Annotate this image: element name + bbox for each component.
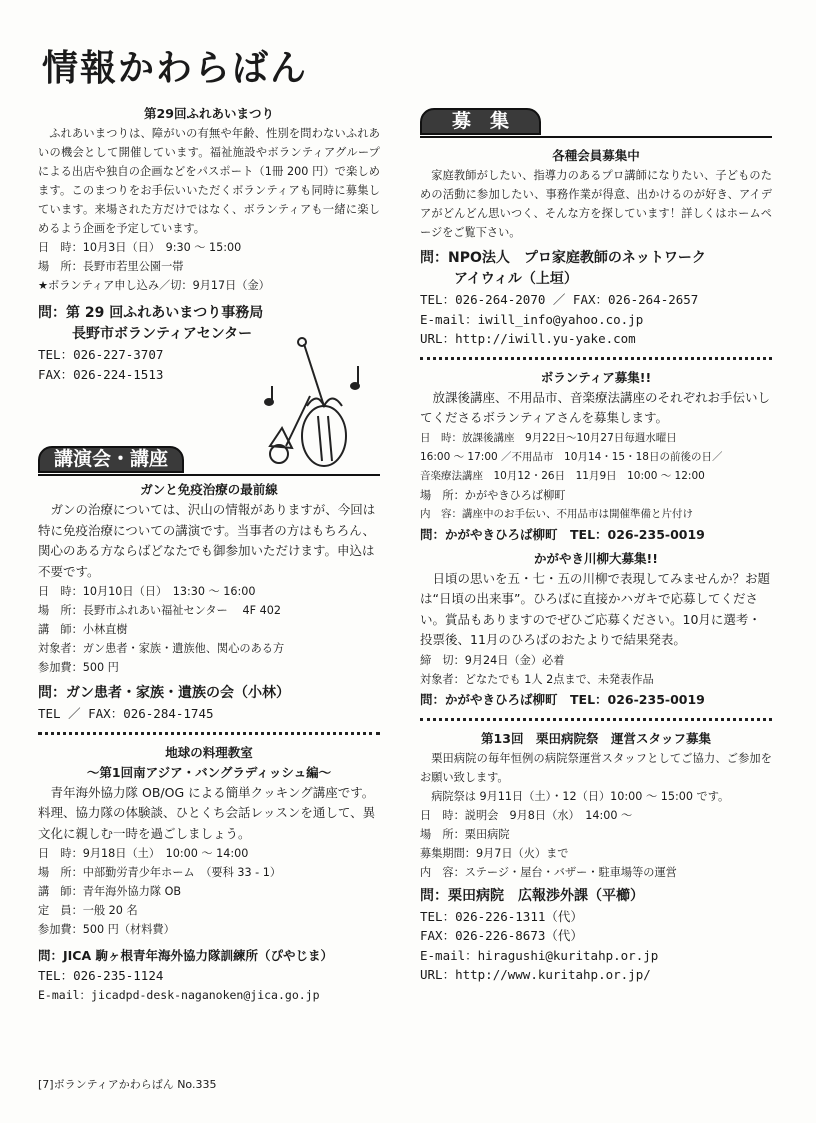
volunteer-place: 場 所：かがやきひろば柳町: [420, 488, 566, 502]
fureai-fax: FAX：026-224-1513: [38, 366, 164, 382]
page-title: 情報かわらばん: [42, 48, 309, 89]
fureai-deadline: ★ボランティア申し込み／切：9月17日（金）: [38, 279, 270, 292]
cooking-contact: 問：JICA 駒ヶ根青年海外協力隊訓練所（ぴやじま）: [38, 948, 334, 963]
volunteer-title: ボランティア募集!!: [540, 369, 652, 385]
page-footer: [7]ボランティアかわらばん No.335: [38, 1078, 217, 1091]
senryu-deadline: 締 切：9月24日（金）必着: [420, 653, 565, 667]
hospital-email: E-mail：hiragushi@kuritahp.or.jp: [420, 947, 659, 963]
cooking-fee: 参加費：500 円（材料費）: [38, 923, 175, 936]
lecture-section-label: 講演会・講座: [38, 446, 184, 473]
members-telfax: TEL：026-264-2070 ／ FAX：026-264-2657: [420, 292, 699, 307]
left-divider: [38, 732, 380, 735]
fureai-contact-sub: 長野市ボランティアセンター: [72, 326, 253, 342]
volunteer-date-2: 16:00 ～ 17:00 ／不用品市 10月14・15・18日の前後の日／: [420, 450, 723, 463]
cancer-lecturer: 講 師：小林直樹: [38, 623, 128, 636]
cooking-lecturer: 講 師：青年海外協力隊 OB: [38, 885, 182, 898]
members-body: 家庭教師がしたい、指導力のあるプロ講師になりたい、子どものための活動に参加したい、事務作業が得意、出かけるのが好き、アイデアがどんどん思いつく、そんな方を探しています！詳しくはホームページをご覧下さい。: [420, 169, 772, 239]
fureai-tel: TEL：026-227-3707: [38, 347, 164, 362]
fureai-body: ふれあいまつりは、障がいの有無や年齢、性別を問わないふれあいの機会として開催しています。福祉施設やボランティアグループによる出店や独自の企画などをパスポート（1冊 200 円）で楽しめます。このまつりをお手伝いいただくボランティアも同時に募集しています。来場された方だけではなく、ボランティアも一緒に楽しめるよう企画を予定しています。: [38, 127, 380, 235]
hospital-festival: 病院祭は 9月11日（土）・12（日）10:00 ～ 15:00 です。: [431, 789, 730, 803]
hospital-tel: TEL：026-226-1311（代）: [420, 908, 583, 924]
members-email: E-mail：iwill_info@yahoo.co.jp: [420, 311, 644, 327]
members-url: URL：http://iwill.yu-yake.com: [420, 331, 636, 346]
cooking-capacity: 定 員：一般 20 名: [38, 904, 138, 917]
right-column: [420, 108, 772, 985]
cancer-contact: 問：ガン患者・家族・遺族の会（小林）: [38, 685, 290, 701]
hospital-fax: FAX：026-226-8673（代）: [420, 928, 583, 943]
hospital-content: 内 容：ステージ・屋台・バザー・駐車場等の運営: [420, 865, 677, 879]
fureai-place: 場 所：長野市若里公園一帯: [38, 260, 184, 273]
cancer-title: ガンと免疫治療の最前線: [140, 482, 278, 497]
recruit-section-header: [420, 108, 772, 138]
right-divider-1: [420, 357, 772, 360]
volunteer-content: 内 容：講座中のお手伝い、不用品市は開催準備と片付け: [420, 507, 693, 520]
volunteer-body: 放課後講座、不用品市、音楽療法講座のそれぞれお手伝いしてくださるボランティアさんを募集します。: [420, 389, 771, 425]
recruit-section-label: 募 集: [420, 108, 541, 135]
cancer-place: 場 所：長野市ふれあい福祉センター 4F 402: [38, 604, 281, 617]
cooking-date: 日 時：9月18日（土） 10:00 ～ 14:00: [38, 847, 249, 860]
volunteer-contact: 問：かがやきひろば柳町 TEL：026-235-0019: [420, 526, 705, 542]
cooking-email: E-mail：jicadpd-desk-naganoken@jica.go.jp: [38, 987, 320, 1002]
senryu-target: 対象者：どなたでも 1人 2点まで、未発表作品: [420, 672, 654, 686]
cooking-subtitle: ～第1回南アジア・バングラディッシュ編～: [86, 764, 332, 780]
cooking-title: 地球の料理教室: [165, 744, 253, 760]
hospital-title: 第13回 栗田病院祭 運営スタッフ募集: [481, 730, 711, 746]
cancer-body: ガンの治療については、沢山の情報がありますが、今回は特に免疫治療についての講演です。当事者の方はもちろん、関心のある方ならばどなたでも御参加いただけます。申込は不要です。: [38, 502, 376, 579]
fureai-title: 第29回ふれあいまつり: [144, 106, 274, 121]
volunteer-date: 日 時：放課後講座 9月22日～10月27日毎週水曜日: [420, 431, 677, 444]
hospital-place: 場 所：栗田病院: [420, 827, 510, 841]
cancer-telfax: TEL ／ FAX：026-284-1745: [38, 706, 214, 721]
senryu-body: 日頃の思いを五・七・五の川柳で表現してみませんか？お題は“日頃の出来事”。ひろばに直接かハガキで応募してください。賞品もありますのでぜひご応募ください。10月に選考・投票後、11月のひろばのおたよりで結果発表。: [420, 570, 771, 647]
members-title: 各種会員募集中: [552, 148, 640, 163]
hospital-contact: 問：栗田病院 広報渉外課（平櫛）: [420, 887, 644, 904]
right-divider-2: [420, 718, 772, 721]
hospital-body: 栗田病院の毎年恒例の病院祭運営スタッフとしてご協力、ご参加をお願い致します。: [420, 751, 772, 784]
hospital-period: 募集期間：9月7日（火）まで: [420, 846, 569, 860]
contrabass-illustration: [262, 336, 372, 476]
cancer-target: 対象者：ガン患者・家族・遺族他、関心のある方: [38, 642, 285, 655]
cooking-body: 青年海外協力隊 OB/OG による簡単クッキング講座です。料理、協力隊の体験談、ひとくち会話レッスンを通して、異文化に親しむ一時を過ごしましょう。: [38, 784, 376, 841]
cooking-tel: TEL：026-235-1124: [38, 968, 164, 983]
hospital-url: URL：http://www.kuritahp.or.jp/: [420, 967, 651, 982]
hospital-date: 日 時：説明会 9月8日（水） 14:00 ～: [420, 808, 633, 822]
cancer-date: 日 時：10月10日（日） 13:30 ～ 16:00: [38, 585, 256, 598]
volunteer-date-3: 音楽療法講座 10月12・26日 11月9日 10:00 ～ 12:00: [420, 469, 705, 482]
fureai-contact: 問：第 29 回ふれあいまつり事務局: [38, 305, 264, 321]
cooking-place: 場 所：中部勤労青少年ホーム （要科 33 - 1）: [38, 866, 282, 879]
members-contact-sub: アイウィル（上垣）: [454, 271, 578, 287]
senryu-contact: 問：かがやきひろば柳町 TEL：026-235-0019: [420, 691, 705, 707]
members-contact: 問：NPO法人 プロ家庭教師のネットワーク: [420, 250, 706, 266]
fureai-date: 日 時：10月3日（日） 9:30 ～ 15:00: [38, 241, 242, 254]
cancer-fee: 参加費：500 円: [38, 661, 119, 674]
left-column: [38, 104, 380, 1005]
senryu-title: かがやき川柳大募集!!: [534, 550, 658, 566]
